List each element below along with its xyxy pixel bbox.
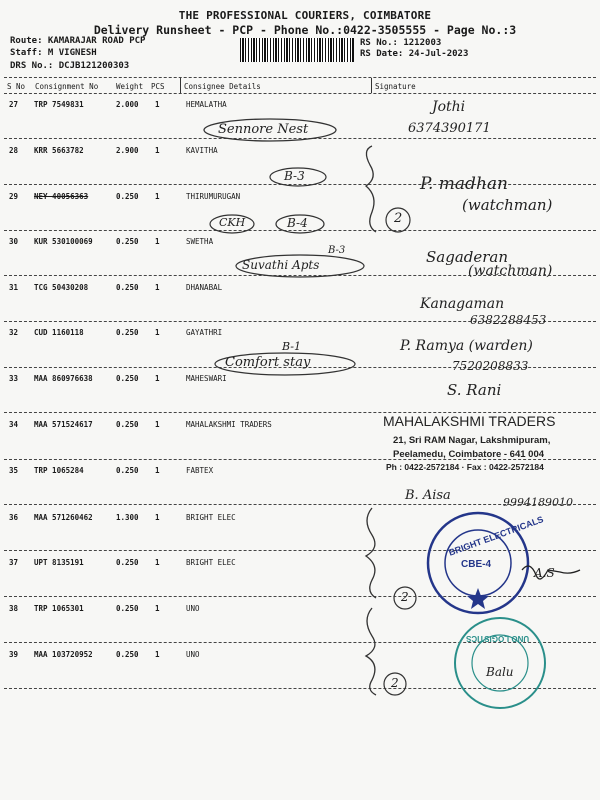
row-pcs: 1: [155, 237, 160, 246]
col-pcs: PCS: [151, 82, 165, 91]
row-consignment: TRP 1065284: [34, 466, 84, 475]
hw-sig27-phone: 6374390171: [408, 121, 491, 136]
row-consignee: MAHALAKSHMI TRADERS: [186, 420, 272, 429]
stamp-address-2: Peelamedu, Coimbatore - 641 004: [393, 449, 545, 460]
col-weight: Weight: [116, 82, 144, 91]
row-weight: 0.250: [116, 192, 139, 201]
hw-note27: Sennore Nest: [218, 122, 309, 137]
stamp-address-1: 21, Sri RAM Nagar, Lakshmipuram,: [393, 435, 551, 446]
hw-sig37: A.S: [534, 566, 555, 580]
row-weight: 0.250: [116, 466, 139, 475]
row-consignment: NEY 40056363: [34, 192, 89, 201]
row-weight: 0.250: [116, 237, 139, 246]
stamp-bright-name: BRIGHT ELECTRICALS: [447, 514, 545, 558]
row-pcs: 1: [155, 604, 160, 613]
row-sno: 29: [9, 192, 19, 201]
row-pcs: 1: [155, 374, 160, 383]
row-pcs: 1: [155, 192, 160, 201]
row-consignee: BRIGHT ELEC: [186, 558, 236, 567]
row-pcs: 1: [155, 650, 160, 659]
rs-number: RS No.: 1212003: [360, 38, 442, 48]
row-sno: 33: [9, 374, 19, 383]
stamp-bright-code: CBE-4: [461, 559, 492, 570]
hw-note32: Comfort stay: [225, 355, 311, 370]
row-pcs: 1: [155, 513, 160, 522]
row-sno: 28: [9, 146, 19, 155]
row-sno: 27: [9, 100, 19, 109]
row-consignee: BRIGHT ELEC: [186, 513, 236, 522]
hw-note29: CKH: [219, 216, 246, 229]
hw-sig31: Kanagaman: [420, 296, 505, 312]
row-weight: 0.250: [116, 558, 139, 567]
col-sno: S No: [7, 82, 26, 91]
brace-mark: [366, 508, 376, 598]
row-consignee: KAVITHA: [186, 146, 218, 155]
row-weight: 0.250: [116, 420, 139, 429]
hw-sig28: P. madhan: [420, 174, 508, 194]
row-sno: 32: [9, 328, 19, 337]
stamp-uno-name: UNO LOGISTICS: [466, 634, 530, 643]
row-pcs: 1: [155, 466, 160, 475]
row-weight: 0.250: [116, 604, 139, 613]
drs-label: DRS No.: DCJB121200303: [10, 61, 130, 71]
row-consignee: THIRUMURUGAN: [186, 192, 241, 201]
col-consignee: Consignee Details: [184, 82, 261, 91]
row-sno: 37: [9, 558, 19, 567]
row-sno: 36: [9, 513, 19, 522]
row-weight: 0.250: [116, 328, 139, 337]
uno-stamp: [455, 618, 545, 708]
hw-circle-2: 2: [394, 211, 403, 226]
brace-mark: [366, 146, 376, 232]
row-consignee: UNO: [186, 650, 200, 659]
hw-note30a: B-3: [328, 245, 346, 256]
row-pcs: 1: [155, 100, 160, 109]
row-consignment: MAA 571260462: [34, 513, 93, 522]
hw-sig33: S. Rani: [447, 381, 502, 399]
hw-circle36: 2: [401, 590, 409, 604]
row-consignment: UPT 8135191: [34, 558, 84, 567]
hw-sig31-phone: 6382288453: [470, 313, 547, 327]
runsheet-subtitle: Delivery Runsheet - PCP - Phone No.:0422-3505555 - Page No.:3: [93, 23, 517, 37]
hw-sig35: B. Aisa: [405, 488, 451, 503]
row-consignee: MAHESWARI: [186, 374, 227, 383]
row-sno: 34: [9, 420, 19, 429]
hw-sig30b: (watchman): [468, 263, 553, 279]
brace-mark: [366, 608, 376, 695]
hw-note30: Suvathi Apts: [242, 258, 320, 272]
row-pcs: 1: [155, 328, 160, 337]
stamp-uno-sig: Balu: [486, 665, 514, 679]
row-consignee: GAYATHRI: [186, 328, 223, 337]
row-weight: 0.250: [116, 374, 139, 383]
row-pcs: 1: [155, 420, 160, 429]
hw-sig32-phone: 7520208833: [452, 359, 529, 373]
row-consignment: TCG 50430208: [34, 283, 89, 292]
hw-sig28b: (watchman): [462, 196, 553, 214]
hw-sig35-phone: 9994189010: [503, 496, 573, 509]
hw-note32a: B-1: [282, 340, 302, 353]
row-weight: 1.300: [116, 513, 139, 522]
row-consignment: TRP 1065301: [34, 604, 84, 613]
row-consignment: MAA 103720952: [34, 650, 93, 659]
row-pcs: 1: [155, 146, 160, 155]
row-consignment: MAA 571524617: [34, 420, 93, 429]
row-sno: 35: [9, 466, 19, 475]
row-consignment: TRP 7549831: [34, 100, 84, 109]
row-consignment: MAA 860976638: [34, 374, 93, 383]
row-weight: 0.250: [116, 283, 139, 292]
row-sno: 39: [9, 650, 19, 659]
row-pcs: 1: [155, 558, 160, 567]
rs-date: RS Date: 24-Jul-2023: [360, 49, 469, 59]
row-weight: 0.250: [116, 650, 139, 659]
row-consignment: CUD 1160118: [34, 328, 84, 337]
row-consignee: HEMALATHA: [186, 100, 227, 109]
stamp-phone: Ph : 0422-2572184 · Fax : 0422-2572184: [386, 462, 544, 472]
stamp-company: MAHALAKSHMI TRADERS: [383, 413, 556, 429]
row-consignment: KRR 5663782: [34, 146, 84, 155]
hw-circle38: 2: [391, 676, 399, 690]
col-signature: Signature: [375, 82, 416, 91]
hw-sig27-name: Jothi: [432, 99, 466, 115]
row-weight: 2.000: [116, 100, 139, 109]
hw-note29b: B-4: [287, 216, 308, 230]
row-sno: 38: [9, 604, 19, 613]
row-weight: 2.900: [116, 146, 139, 155]
row-sno: 31: [9, 283, 19, 292]
row-consignee: UNO: [186, 604, 200, 613]
col-consignment: Consignment No: [35, 82, 99, 91]
hw-note28: B-3: [284, 169, 305, 183]
row-pcs: 1: [155, 283, 160, 292]
row-consignee: FABTEX: [186, 466, 214, 475]
hw-sig30: Sagaderan: [426, 248, 509, 266]
row-sno: 30: [9, 237, 19, 246]
company-title: THE PROFESSIONAL COURIERS, COIMBATORE: [178, 9, 432, 22]
row-consignee: DHANABAL: [186, 283, 223, 292]
hw-sig32: P. Ramya (warden): [400, 338, 533, 354]
row-consignee: SWETHA: [186, 237, 214, 246]
row-consignment: KUR 530100069: [34, 237, 93, 246]
route-label: Route: KAMARAJAR ROAD PCP: [10, 36, 146, 46]
staff-label: Staff: M VIGNESH: [10, 48, 97, 58]
